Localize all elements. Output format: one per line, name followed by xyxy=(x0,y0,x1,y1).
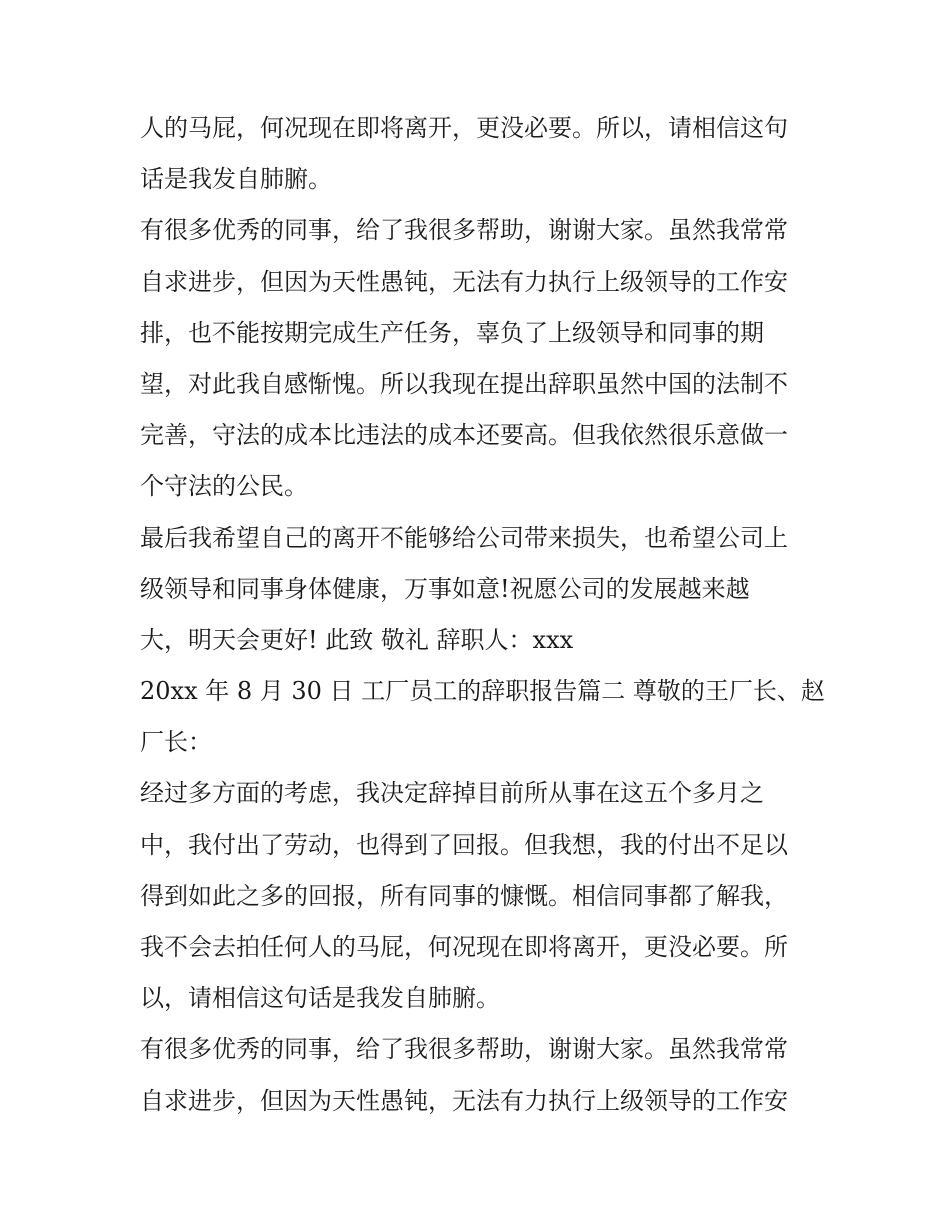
text-line: 以，请相信这句话是我发自肺腑。 xyxy=(140,984,500,1013)
text-line: 个守法的公民。 xyxy=(140,472,308,501)
text-line: 自求进步，但因为天性愚钝，无法有力执行上级领导的工作安 xyxy=(140,1086,788,1115)
text-line: 话是我发自肺腑。 xyxy=(140,165,332,194)
document-body xyxy=(140,103,825,1127)
text-line: 有很多优秀的同事，给了我很多帮助，谢谢大家。虽然我常常 xyxy=(140,216,788,245)
text-line: 我不会去拍任何人的马屁，何况现在即将离开，更没必要。所 xyxy=(140,933,788,961)
text-line: 得到如此之多的回报，所有同事的慷慨。相信同事都了解我， xyxy=(140,881,788,910)
text-line: 大，明天会更好! 此致 敬礼 辞职人：xxx xyxy=(140,625,574,654)
text-line: 人的马屁，何况现在即将离开，更没必要。所以，请相信这句 xyxy=(140,114,788,142)
text-line: 厂长： xyxy=(140,728,212,757)
text-line: 有很多优秀的同事，给了我很多帮助，谢谢大家。虽然我常常 xyxy=(140,1035,788,1064)
text-line: 20xx 年 8 月 30 日 工厂员工的辞职报告篇二 尊敬的王厂长、赵 xyxy=(140,677,825,706)
text-line: 完善，守法的成本比违法的成本还要高。但我依然很乐意做一 xyxy=(140,421,788,450)
text-line: 排，也不能按期完成生产任务，辜负了上级领导和同事的期 xyxy=(140,318,764,347)
text-line: 望，对此我自感惭愧。所以我现在提出辞职虽然中国的法制不 xyxy=(140,369,788,398)
text-line: 经过多方面的考虑，我决定辞掉目前所从事在这五个多月之 xyxy=(140,779,764,808)
text-line: 级领导和同事身体健康，万事如意!祝愿公司的发展越来越 xyxy=(140,574,750,603)
text-line: 中，我付出了劳动，也得到了回报。但我想，我的付出不足以 xyxy=(140,830,788,859)
text-line: 自求进步，但因为天性愚钝，无法有力执行上级领导的工作安 xyxy=(140,267,788,296)
text-line: 最后我希望自己的离开不能够给公司带来损失，也希望公司上 xyxy=(140,523,788,552)
